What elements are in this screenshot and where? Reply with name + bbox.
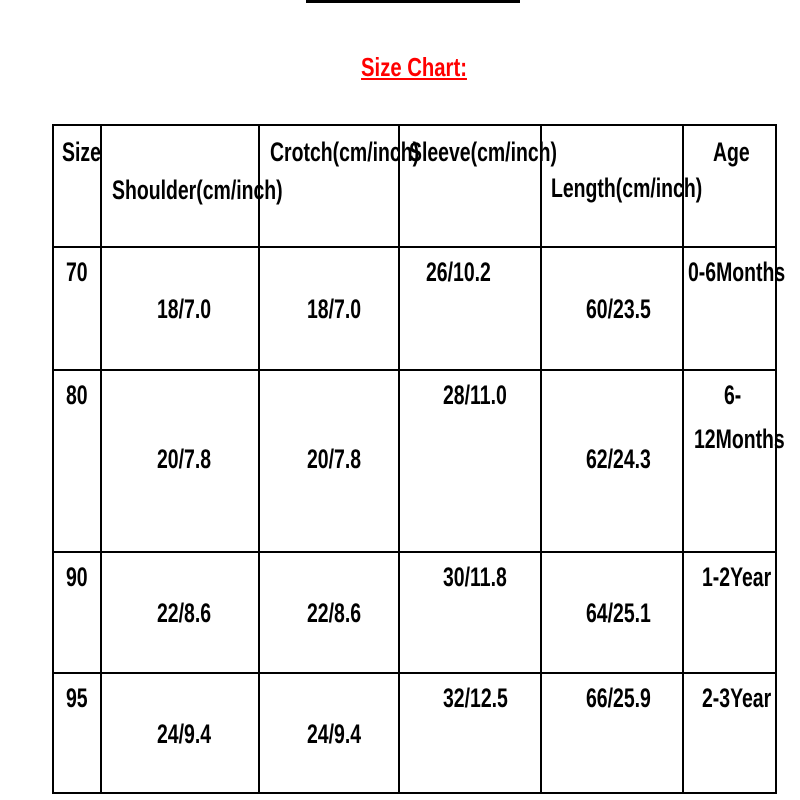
cell-shoulder: 18/7.0 xyxy=(101,247,259,370)
header-shoulder: Shoulder(cm/inch) xyxy=(101,125,259,247)
header-size: Size xyxy=(53,125,101,247)
cell-length: 64/25.1 xyxy=(541,552,683,673)
cell-age: 0-6Months xyxy=(683,247,776,370)
table-row xyxy=(53,552,776,673)
cell-length: 60/23.5 xyxy=(541,247,683,370)
cell-age: 6- 12Months xyxy=(683,370,776,552)
table-header-row xyxy=(53,125,776,247)
cell-crotch: 24/9.4 xyxy=(259,673,399,793)
cell-size: 70 xyxy=(53,247,101,370)
cell-crotch: 22/8.6 xyxy=(259,552,399,673)
top-rule xyxy=(306,0,520,3)
cell-crotch: 20/7.8 xyxy=(259,370,399,552)
table-row xyxy=(53,370,776,552)
cell-length: 62/24.3 xyxy=(541,370,683,552)
cell-sleeve: 30/11.8 xyxy=(399,552,541,673)
header-age: Age xyxy=(683,125,776,247)
table-row xyxy=(53,247,776,370)
cell-size: 95 xyxy=(53,673,101,793)
cell-age: 1-2Year xyxy=(683,552,776,673)
header-sleeve: Sleeve(cm/inch) xyxy=(399,125,541,247)
header-crotch: Crotch(cm/inch) xyxy=(259,125,399,247)
cell-length: 66/25.9 xyxy=(541,673,683,793)
cell-shoulder: 20/7.8 xyxy=(101,370,259,552)
cell-sleeve: 32/12.5 xyxy=(399,673,541,793)
cell-shoulder: 22/8.6 xyxy=(101,552,259,673)
header-length: Length(cm/inch) xyxy=(541,125,683,247)
page-title: Size Chart: xyxy=(361,52,467,82)
cell-age: 2-3Year xyxy=(683,673,776,793)
table-row xyxy=(53,673,776,793)
cell-size: 80 xyxy=(53,370,101,552)
cell-size: 90 xyxy=(53,552,101,673)
cell-sleeve: 26/10.2 xyxy=(399,247,541,370)
size-chart-table xyxy=(52,124,786,794)
cell-shoulder: 24/9.4 xyxy=(101,673,259,793)
cell-crotch: 18/7.0 xyxy=(259,247,399,370)
cell-sleeve: 28/11.0 xyxy=(399,370,541,552)
